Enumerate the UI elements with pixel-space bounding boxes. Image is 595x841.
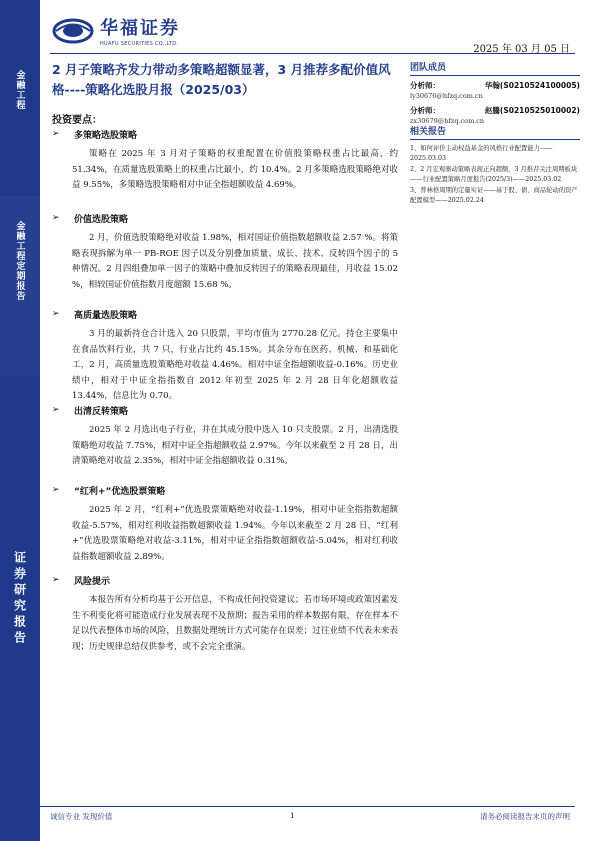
company-logo <box>52 14 180 47</box>
sidebar-segment-report-type <box>0 196 40 376</box>
related-reports-heading: 相关报告 <box>410 124 580 140</box>
page-number: 1 <box>290 811 295 820</box>
section-body: 策略在 2025 年 3 月对子策略的权重配置在价值股策略权重占比最高，约 51.34%，在质量选股策略上的权重占比最小，约 10.4%。2 月多策略选股策略绝对收益 9.55%，多策略选股策略相对中证全指超额收益 4.69%。 <box>72 149 398 191</box>
section-body: 2 月，价值选股策略绝对收益 1.98%，相对国证价值指数超额收益 2.57 %。将策略表现拆解为单一 PB-ROE 因子以及分别叠加质量、成长、技术、反转四个因子的 5 种情况。2 月四组叠加单一因子的策略中叠加反转因子的策略表现最佳，月收益 15.02 %，相较国证价值指数月度超额 15.68 %。 <box>72 233 398 290</box>
key-points-label: 投资要点： <box>52 115 102 126</box>
related-report-item[interactable]: 3、普林格周期的定量实证——基于股、债、商品轮动的资产配置模型——2025.02.24 <box>410 187 578 204</box>
logo-name-en: HUAFU SECURITIES CO.,LTD. <box>100 41 179 47</box>
analyst-email[interactable]: ly30676@hfzq.com.cn <box>410 92 483 100</box>
analyst-role: 分析师： <box>410 106 440 115</box>
analyst-entry <box>410 80 580 102</box>
section-heading: 出清反转策略 <box>74 406 129 417</box>
related-reports-list <box>410 144 580 205</box>
sidebar-segment-category <box>0 0 40 196</box>
analyst-name: 赵騰(S0210525010002) <box>484 106 580 115</box>
bullet-arrow-icon: ➢ <box>52 213 60 223</box>
bullet-arrow-icon: ➢ <box>52 575 60 585</box>
logo-emblem-icon <box>52 18 94 44</box>
analyst-email[interactable]: zx30679@hfzq.com.cn <box>410 117 485 125</box>
bullet-arrow-icon: ➢ <box>52 485 60 495</box>
section-reversal-strategy <box>52 404 398 470</box>
report-title: 2 月子策略齐发力带动多策略超额显著，3 月推荐多配价值风格----策略化选股月报（2025/03） <box>52 62 391 97</box>
section-body: 本报告所有分析均基于公开信息，不构成任何投资建议；若市场环境或政策因素发生不利变化将可能造成行业发展表现不及预期；报告采用的样本数据有限，存在样本不足以代表整体市场的风险，且数据处理统计方式可能存在误差；过往业绩不代表未来表现；历史规律总结仅供参考，或不会完全重演。 <box>72 595 398 652</box>
sidebar-category-label: 金融工程 <box>14 70 25 110</box>
team-panel <box>410 60 580 127</box>
bullet-arrow-icon: ➢ <box>52 405 60 415</box>
section-multi-strategy <box>52 128 398 194</box>
section-body: 2025 年 2 月选出电子行业，并在其成分股中选入 10 只支股票。2 月，出清选股策略绝对收益 7.75%，相对中证全指超额收益 2.97%。今年以来截至 2 月 28 日，出清策略绝对收益 2.35%，相对中证全指超额收益 0.31%。 <box>72 425 398 467</box>
sidebar-report-type-label: 金融工程定期报告 <box>14 221 25 301</box>
related-report-item[interactable]: 2、2 月宏观驱动策略表现正向超额，3 月推荐关注周期板块——行业配置策略月度报告(2025/3)——2025.03.02 <box>410 166 578 183</box>
header-divider <box>50 53 575 54</box>
left-sidebar-band <box>0 0 40 841</box>
sidebar-doc-type-label: 证券研究报告 <box>12 551 27 647</box>
sidebar-segment-doc-type <box>0 376 40 841</box>
section-heading: 高质量选股策略 <box>74 310 138 321</box>
section-heading: 多策略选股策略 <box>74 130 138 141</box>
section-heading: 价值选股策略 <box>74 214 129 225</box>
bullet-arrow-icon: ➢ <box>52 309 60 319</box>
related-report-item[interactable]: 1、如何评价主动权益基金的风格行业配置能力——2025.03.03 <box>410 145 553 162</box>
section-heading: 风险提示 <box>74 576 111 587</box>
footer-divider <box>40 806 575 807</box>
section-quality-strategy <box>52 308 398 405</box>
section-risk-warning <box>52 574 398 655</box>
report-date: 2025 年 03 月 05 日 <box>473 44 570 55</box>
logo-name-cn: 华福证券 <box>100 18 180 39</box>
section-heading: “红利+”优选股票策略 <box>74 486 166 497</box>
analyst-role: 分析师： <box>410 81 440 90</box>
bullet-arrow-icon: ➢ <box>52 129 60 139</box>
related-reports-panel <box>410 124 580 207</box>
section-body: 2025 年 2 月，“红利+”优选股票策略绝对收益-1.19%，相对中证全指指数超额收益-5.57%，相对红利收益指数超额收益 1.94%。今年以来截至 2 月 28 日，“红利+”优选股票策略绝对收益-3.11%，相对中证全指指数超额收益-5.04%，相对红利收益指数超额收益 2.89%。 <box>72 505 398 562</box>
footer-disclaimer: 请务必阅读报告末页的声明 <box>480 812 570 821</box>
footer-slogan: 诚信专业 发现价值 <box>50 812 113 821</box>
section-body: 3 月的最新持仓合计选入 20 只股票，平均市值为 2770.28 亿元。持仓主要集中在食品饮料行业，共 7 只，行业占比约 45.15%。其余分布在医药、机械、和基础化工，2 月，高质量选股策略绝对收益 4.46%。相对中证全指超额收益-0.16%。历史业绩中，相对于中证全指指数自 2012 年初至 2025 年 2 月 28 日年化超额收益 13.44%，信息比为 0.70。 <box>72 329 398 402</box>
section-dividend-strategy <box>52 484 398 565</box>
section-value-strategy <box>52 212 398 293</box>
analyst-name: 华翰(S0210524100005) <box>484 81 580 90</box>
team-heading: 团队成员 <box>410 60 580 76</box>
